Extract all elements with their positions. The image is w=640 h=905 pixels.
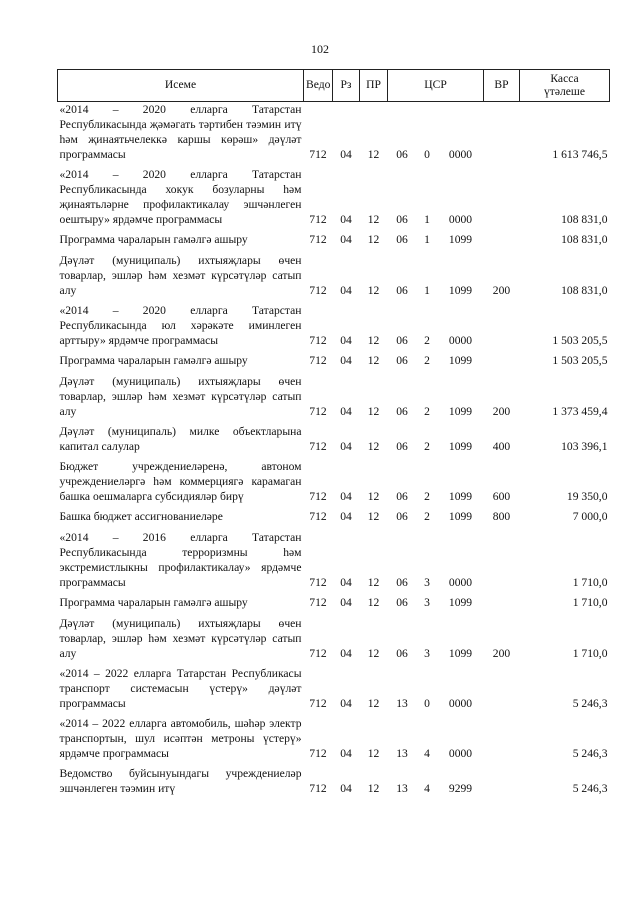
row-vedo: 712	[309, 490, 327, 503]
row-csr-3: 1099	[448, 284, 473, 297]
row-vr	[484, 595, 520, 616]
row-rz: 04	[340, 284, 352, 297]
row-name: «2014 – 2022 елларга Татарстан Республикасы транспорт системасын үстерү» дәүләт программасы	[59, 667, 302, 710]
row-name: Программа чараларын гамәлгә ашыру	[59, 233, 248, 246]
row-rz: 04	[340, 490, 352, 503]
table-row	[58, 766, 610, 801]
row-rz: 04	[340, 440, 352, 453]
row-vr: 600	[492, 490, 511, 503]
row-amount: 108 831,0	[561, 284, 608, 297]
row-rz: 04	[340, 697, 352, 710]
row-pr: 12	[367, 284, 380, 297]
header-pr: ПР	[360, 70, 388, 102]
row-pr: 12	[367, 233, 380, 246]
row-csr-1: 06	[396, 647, 408, 660]
row-csr-1: 06	[396, 510, 408, 523]
row-pr: 12	[367, 697, 380, 710]
row-vedo: 712	[309, 596, 327, 609]
row-pr: 12	[367, 490, 380, 503]
row-rz: 04	[340, 782, 352, 795]
row-pr: 12	[367, 647, 380, 660]
row-csr-1: 06	[396, 334, 408, 347]
row-vr	[484, 303, 520, 353]
row-csr-1: 06	[396, 596, 408, 609]
row-csr-2: 2	[424, 440, 430, 453]
budget-table	[57, 69, 610, 801]
row-amount: 103 396,1	[561, 440, 608, 453]
row-csr-3: 1099	[448, 596, 473, 609]
row-rz: 04	[340, 354, 352, 367]
row-vedo: 712	[309, 697, 327, 710]
row-csr-3: 1099	[448, 647, 473, 660]
row-vr: 400	[492, 440, 511, 453]
header-rz: Рз	[333, 70, 360, 102]
row-vedo: 712	[309, 284, 327, 297]
row-csr-2: 2	[424, 510, 430, 523]
row-csr-1: 06	[396, 213, 408, 226]
header-kassa	[520, 70, 610, 102]
row-csr-2: 0	[424, 697, 430, 710]
row-amount: 5 246,3	[572, 747, 608, 760]
header-vedo: Ведо	[304, 70, 333, 102]
row-name: Программа чараларын гамәлгә ашыру	[59, 354, 248, 367]
row-amount: 19 350,0	[566, 490, 608, 503]
table-row	[58, 509, 610, 530]
row-name: Дәүләт (муниципаль) ихтыяҗлары өчен товарлар, эшләр һәм хезмәт күрсәтүләр сатып алу	[59, 375, 302, 418]
row-vedo: 712	[309, 213, 327, 226]
row-amount: 1 373 459,4	[552, 405, 608, 418]
row-rz: 04	[340, 334, 352, 347]
row-name: Дәүләт (муниципаль) милке объектларына капитал салулар	[59, 425, 302, 453]
page-number: 102	[311, 42, 329, 56]
row-amount: 7 000,0	[572, 510, 608, 523]
row-rz: 04	[340, 647, 352, 660]
row-csr-2: 1	[424, 233, 430, 246]
row-amount: 1 503 205,5	[552, 334, 608, 347]
row-csr-2: 1	[424, 213, 430, 226]
table-row	[58, 459, 610, 509]
row-name: Башка бюджет ассигнованиеләре	[59, 510, 223, 523]
row-csr-3: 9299	[448, 782, 473, 795]
row-amount: 108 831,0	[561, 233, 608, 246]
row-name: «2014 – 2020 елларга Татарстан Республикасында хокук бозуларны һәм җинаятьләрне профилактикалау эшчәнлеген оештыру» ярдәмче программасы	[59, 168, 302, 226]
row-pr: 12	[367, 148, 380, 161]
row-csr-1: 06	[396, 284, 408, 297]
row-csr-2: 4	[424, 747, 430, 760]
table-row	[58, 232, 610, 253]
row-rz: 04	[340, 596, 352, 609]
row-csr-2: 2	[424, 490, 430, 503]
table-row	[58, 666, 610, 716]
row-pr: 12	[367, 440, 380, 453]
row-vr	[484, 102, 520, 168]
row-csr-1: 13	[396, 747, 408, 760]
row-vedo: 712	[309, 440, 327, 453]
table-row	[58, 303, 610, 353]
row-pr: 12	[367, 510, 380, 523]
row-csr-1: 06	[396, 405, 408, 418]
row-csr-1: 06	[396, 490, 408, 503]
row-name: Ведомство буйсынуындагы учреждениеләр эшчәнлеген тәэмин итү	[59, 767, 302, 795]
row-pr: 12	[367, 596, 380, 609]
row-csr-3: 0000	[448, 148, 473, 161]
row-vedo: 712	[309, 747, 327, 760]
row-pr: 12	[367, 334, 380, 347]
row-pr: 12	[367, 747, 380, 760]
table-row	[58, 167, 610, 232]
row-vr: 200	[492, 405, 511, 418]
row-name: «2014 – 2020 елларга Татарстан Республикасында юл хәрәкәте иминлеген арттыру» ярдәмче программасы	[59, 304, 302, 347]
table-row	[58, 374, 610, 424]
table-row	[58, 253, 610, 303]
header-csr: ЦСР	[388, 70, 484, 102]
row-csr-3: 0000	[448, 213, 473, 226]
row-pr: 12	[367, 354, 380, 367]
row-vedo: 712	[309, 576, 327, 589]
row-name: Дәүләт (муниципаль) ихтыяҗлары өчен товарлар, эшләр һәм хезмәт күрсәтүләр сатып алу	[59, 254, 302, 297]
row-csr-3: 0000	[448, 576, 473, 589]
row-vr	[484, 766, 520, 801]
row-name: «2014 – 2022 елларга автомобиль, шәһәр электр транспортын, шул исәптән метроны үстерү» ярдәмче программасы	[59, 717, 302, 760]
row-vr	[484, 666, 520, 716]
row-name: «2014 – 2016 елларга Татарстан Республикасында терроризмны һәм экстремистлыкны профилактикалау» ярдәмче программасы	[59, 531, 302, 589]
row-vr: 200	[492, 647, 511, 660]
row-vr	[484, 353, 520, 374]
table-row	[58, 353, 610, 374]
row-csr-3: 1099	[448, 510, 473, 523]
row-rz: 04	[340, 233, 352, 246]
table-row	[58, 102, 610, 168]
row-csr-1: 06	[396, 440, 408, 453]
row-csr-1: 13	[396, 782, 408, 795]
table-row	[58, 616, 610, 666]
table-row	[58, 716, 610, 766]
row-vr: 200	[492, 284, 511, 297]
row-csr-2: 2	[424, 405, 430, 418]
row-name: «2014 – 2020 елларга Татарстан Республикасында җәмәгать тәртибен тәэмин итү һәм җинаятьчелеккә каршы көрәш» дәүләт программасы	[59, 103, 302, 161]
row-rz: 04	[340, 747, 352, 760]
row-name: Программа чараларын гамәлгә ашыру	[59, 596, 248, 609]
row-csr-2: 2	[424, 334, 430, 347]
header-kassa-line2: үтәлеше	[543, 84, 585, 98]
row-rz: 04	[340, 510, 352, 523]
row-vr	[484, 232, 520, 253]
row-vedo: 712	[309, 354, 327, 367]
row-vr	[484, 716, 520, 766]
row-vedo: 712	[309, 647, 327, 660]
row-rz: 04	[340, 213, 352, 226]
row-csr-1: 06	[396, 148, 408, 161]
row-csr-2: 0	[424, 148, 430, 161]
row-csr-3: 1099	[448, 233, 473, 246]
row-vedo: 712	[309, 510, 327, 523]
row-amount: 108 831,0	[561, 213, 608, 226]
table-row	[58, 424, 610, 459]
row-csr-1: 06	[396, 233, 408, 246]
row-pr: 12	[367, 782, 380, 795]
row-rz: 04	[340, 405, 352, 418]
table-row	[58, 530, 610, 595]
header-name: Исеме	[58, 70, 304, 102]
header-kassa-line1: Касса	[550, 72, 579, 86]
row-csr-3: 1099	[448, 354, 473, 367]
row-csr-2: 1	[424, 284, 430, 297]
row-csr-1: 13	[396, 697, 408, 710]
row-amount: 5 246,3	[572, 782, 608, 795]
table-header-row	[58, 70, 610, 102]
table-row	[58, 595, 610, 616]
row-csr-2: 4	[424, 782, 430, 795]
row-pr: 12	[367, 213, 380, 226]
row-csr-3: 1099	[448, 490, 473, 503]
row-csr-1: 06	[396, 576, 408, 589]
row-vedo: 712	[309, 334, 327, 347]
row-csr-2: 2	[424, 354, 430, 367]
row-csr-2: 3	[424, 596, 430, 609]
row-amount: 1 710,0	[572, 647, 608, 660]
header-vr: ВР	[484, 70, 520, 102]
row-name: Бюджет учреждениеләренә, автоном учреждениеләргә һәм коммерциягә карамаган башка оешмаларга субсидияләр бирү	[59, 460, 302, 503]
row-csr-1: 06	[396, 354, 408, 367]
row-pr: 12	[367, 405, 380, 418]
row-pr: 12	[367, 576, 380, 589]
table-body	[58, 102, 610, 802]
row-vr	[484, 167, 520, 232]
row-csr-3: 0000	[448, 747, 473, 760]
row-amount: 5 246,3	[572, 697, 608, 710]
row-amount: 1 503 205,5	[552, 354, 608, 367]
row-vedo: 712	[309, 782, 327, 795]
row-amount: 1 613 746,5	[552, 148, 608, 161]
row-csr-2: 3	[424, 647, 430, 660]
row-csr-3: 1099	[448, 405, 473, 418]
row-rz: 04	[340, 148, 352, 161]
row-vedo: 712	[309, 233, 327, 246]
row-csr-3: 0000	[448, 697, 473, 710]
row-vedo: 712	[309, 405, 327, 418]
row-vedo: 712	[309, 148, 327, 161]
row-amount: 1 710,0	[572, 576, 608, 589]
row-vr	[484, 530, 520, 595]
row-amount: 1 710,0	[572, 596, 608, 609]
row-csr-3: 1099	[448, 440, 473, 453]
row-csr-2: 3	[424, 576, 430, 589]
row-csr-3: 0000	[448, 334, 473, 347]
row-name: Дәүләт (муниципаль) ихтыяҗлары өчен товарлар, эшләр һәм хезмәт күрсәтүләр сатып алу	[59, 617, 302, 660]
row-rz: 04	[340, 576, 352, 589]
row-vr: 800	[492, 510, 511, 523]
